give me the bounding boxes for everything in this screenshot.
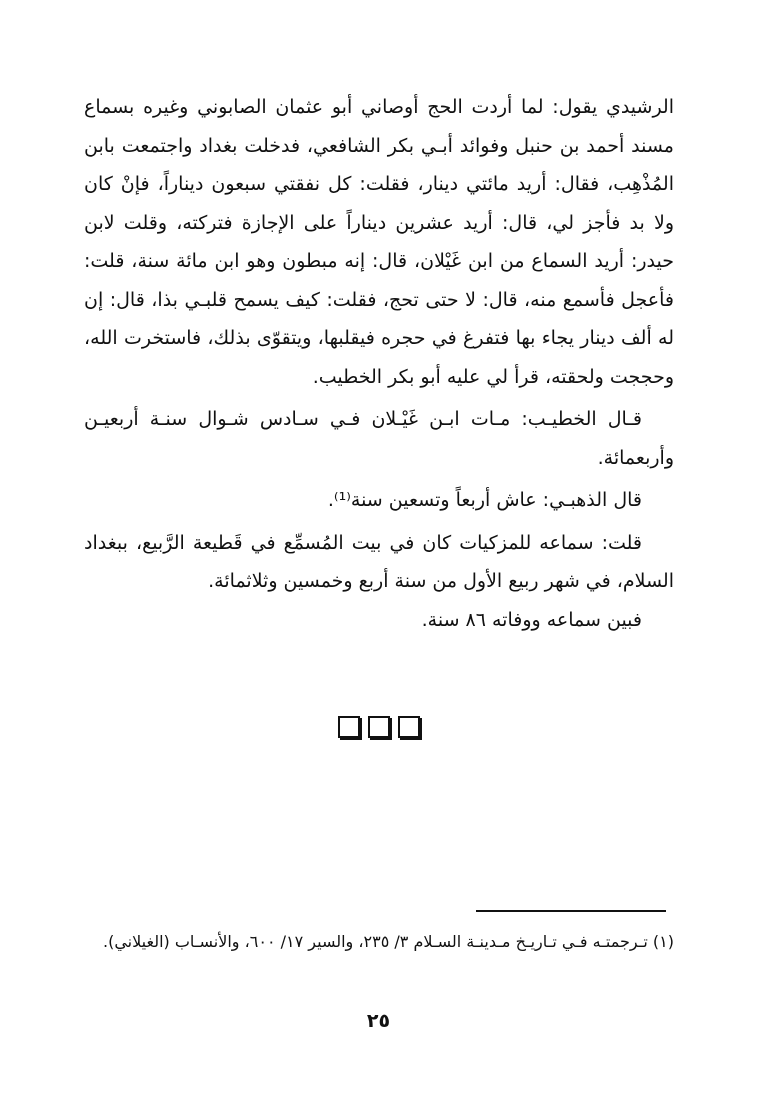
square-ornament-icon — [368, 716, 390, 738]
paragraph-author-note: قلت: سماعه للمزكيات كان في بيت المُسمِّع في قَطيعة الرَّبيع، ببغداد السلام، في شهر ربيع الأول من سنة أربع وخمسين وثلاثمائة. — [84, 531, 674, 592]
section-divider-ornament — [0, 716, 757, 746]
footnote-separator — [476, 910, 666, 912]
footnote-1: (١) تـرجمتـه فـي تـاريـخ مـدينـة السـلام ٣/ ٢٣٥، والسير ١٧/ ٦٠٠، والأنسـاب (الغيلاني). — [102, 932, 674, 951]
footnotes — [84, 924, 674, 960]
page-number: ٢٥ — [366, 1010, 391, 1032]
paragraph-khatib-quote: قـال الخطيـب: مـات ابـن غَيْـلان فـي سـادس شـوال سنـة أربعيـن وأربعمائة. — [84, 408, 674, 469]
square-ornament-icon — [338, 716, 360, 738]
main-text — [84, 88, 674, 639]
paragraph-rashidi-account: الرشيدي يقول: لما أردت الحج أوصاني أبو عثمان الصابوني وغيره بسماع مسند أحمد بن حنبل وفوائد أبـي بكر الشافعي، فدخلت بغداد واجتمعت بابن المُذْهِب، فقال: أريد مائتي دينار، فقلت: كل نفقتي سبعون ديناراً، فإنْ كان ولا بد فأجز لي، قال: أريد عشرين ديناراً على الإجازة فتركته، وقلت لابن حيدر: أريد السماع من ابن غَيْلان، قال: إنه مبطون وهو ابن مائة سنة، قلت: فأعجل فأسمع منه، قال: لا حتى تحج، فقلت: كيف يسمح قلبـي بذا، قال: إن له ألف دينار يجاء بها فتفرغ في حجره فيقلبها، ويتقوّى بذلك، فاستخرت الله، وحججت ولحقته، قرأ لي عليه أبو بكر الخطيب. — [84, 96, 674, 388]
square-ornament-icon — [398, 716, 420, 738]
paragraph-dhahabi-quote: قال الذهبـي: عاش أربعاً وتسعين سنة⁽¹⁾. — [327, 489, 642, 511]
paragraph-conclusion: فبين سماعه ووفاته ٨٦ سنة. — [421, 608, 642, 631]
